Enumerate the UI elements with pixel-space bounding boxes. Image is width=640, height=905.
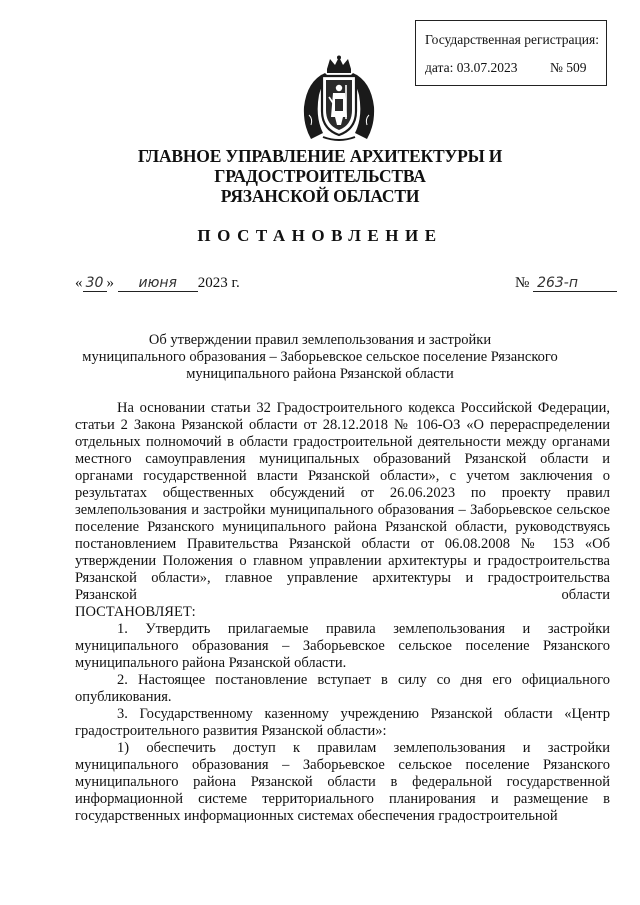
subject-line3: муниципального района Рязанской области: [186, 366, 454, 382]
organization-title: [40, 146, 600, 206]
document-date: [75, 275, 240, 292]
document-body: [75, 400, 610, 825]
item-2-paragraph: 2. Настоящее постановление вступает в силу со дня его официального опубликования.: [75, 672, 610, 705]
document-number: [515, 275, 617, 292]
decree-word: ПОСТАНОВЛЯЕТ:: [75, 604, 196, 620]
date-year: 2023 г.: [197, 275, 240, 291]
ryazan-coat-of-arms-icon: [299, 55, 379, 143]
registration-number: № 509: [550, 60, 587, 75]
organization-title-line2: РЯЗАНСКОЙ ОБЛАСТИ: [220, 186, 420, 206]
registration-date: дата: 03.07.2023: [425, 60, 518, 75]
registration-stamp: [415, 20, 607, 86]
subject-line1: Об утверждении правил землепользования и застройки: [148, 332, 492, 348]
organization-title-line1: ГЛАВНОЕ УПРАВЛЕНИЕ АРХИТЕКТУРЫ И ГРАДОСТРОИТЕЛЬСТВА: [137, 146, 503, 186]
date-quote-close: »: [106, 275, 114, 291]
document-subject: [70, 332, 570, 383]
item-3-1-paragraph: 1) обеспечить доступ к правилам землепользования и застройки муниципального образования – Заборьевское сельское поселение Рязанского муниципального района Рязанской области в федеральной государственной информационной системе территориального планирования и размещение в государственных информационных системах обеспечения градостроительной: [75, 740, 610, 824]
subject-line2: муниципального образования – Заборьевское сельское поселение Рязанского: [82, 349, 558, 365]
handwritten-month: июня: [118, 275, 198, 292]
handwritten-day: 30: [83, 275, 107, 292]
item-3-paragraph: 3. Государственному казенному учреждению Рязанской области «Центр градостроительного развития Рязанской области»:: [75, 706, 610, 739]
preamble-paragraph: На основании статьи 32 Градостроительного кодекса Российской Федерации, статьи 2 Закона Рязанской области от 28.12.2018 № 106-ОЗ «О перераспределении отдельных полномочий в области градостроительной деятельности между органами местного самоуправления муниципальных образований Рязанской области и органами государственной власти Рязанской области», с учетом заключения о результатах общественных обсуждений от 26.06.2023 по проекту правил землепользования и застройки муниципального образования – Заборьевское сельское поселение Рязанского муниципального района Рязанской области, руководствуясь постановлением Правительства Рязанской области от 06.08.2008 № 153 «Об утверждении Положения о главном управлении архитектуры и градостроительства Рязанской области», главное управление архитектуры и градостроительства Рязанской области: [75, 400, 610, 603]
number-prefix: №: [515, 275, 530, 291]
handwritten-number: 263-п: [533, 275, 617, 292]
date-quote-open: «: [75, 275, 83, 291]
item-1-paragraph: 1. Утвердить прилагаемые правила землепользования и застройки муниципального образования – Заборьевское сельское поселение Рязанского муниципального района Рязанской области.: [75, 621, 610, 671]
registration-title: Государственная регистрация:: [425, 32, 599, 47]
document-type: ПОСТАНОВЛЕНИЕ: [197, 226, 443, 245]
